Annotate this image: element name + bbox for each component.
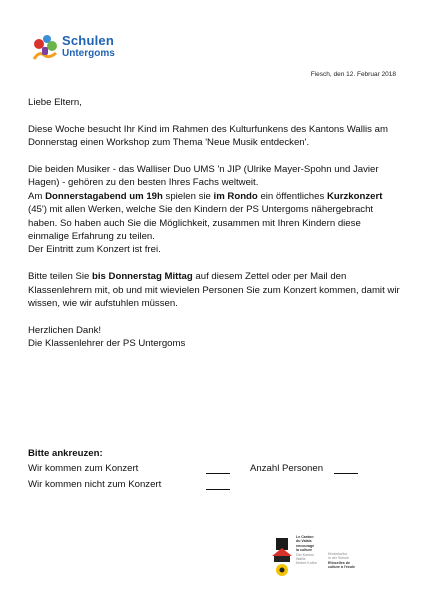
option-yes-label: Wir kommen zum Konzert <box>28 463 139 474</box>
footer-line: du Valais <box>296 539 312 544</box>
text-run: ein öffentliches <box>257 190 327 202</box>
text-run: Am <box>28 190 46 202</box>
persons-label: Anzahl Personen <box>250 463 324 474</box>
school-logo <box>30 33 140 63</box>
footer-line: culture à l'école <box>328 565 356 570</box>
text-run: auf diesem Zettel oder per Mail den Klassenlehrern mit, ob und mit wievielen Personen Sie zum Konzert kommen, damit wir wissen, wie wir aufstuhlen müssen. <box>28 271 400 310</box>
footer-line: la culture <box>296 548 312 553</box>
footer-line: Der Kanton <box>296 552 315 557</box>
text-run: spielen sie <box>162 190 214 202</box>
paragraph-reply <box>28 270 400 310</box>
footer-line: encourage <box>296 543 315 548</box>
bold-run: Donnerstagabend um 19h <box>45 190 163 202</box>
footer-line: Etincelles de <box>328 560 350 565</box>
option-no-label: Wir kommen nicht zum Konzert <box>28 479 162 490</box>
culture-school-text <box>328 552 388 570</box>
logo-title: Schulen <box>62 33 114 48</box>
paragraph-workshop: Diese Woche besucht Ihr Kind im Rahmen des Kulturfunkens des Kantons Wallis am Donnerstag einen Workshop zum Thema 'Neue Musik entdecken'. <box>28 123 388 149</box>
paragraph-entry: Der Eintritt zum Konzert ist frei. <box>28 244 161 256</box>
text-run: Bitte teilen Sie <box>28 271 92 283</box>
footer-line: Le Canton <box>296 535 314 539</box>
footer-line: Kinderkultur <box>328 552 348 556</box>
letter-body <box>28 96 400 364</box>
bold-run: im Rondo <box>213 190 258 202</box>
footer-line: Wallis <box>296 557 306 562</box>
logo-subtitle: Untergoms <box>62 48 115 59</box>
bold-run: Kurzkonzert <box>326 190 383 202</box>
school-logo-icon <box>30 33 60 63</box>
letter-date: Fiesch, den 12. Februar 2018 <box>310 71 396 78</box>
canton-culture-logo <box>270 532 410 580</box>
closing-thanks: Herzlichen Dank! <box>28 324 102 336</box>
bold-run: bis Donnerstag Mittag <box>92 271 193 283</box>
paragraph-concert <box>28 190 400 244</box>
persons-blank[interactable] <box>334 464 358 474</box>
salutation: Liebe Eltern, <box>28 97 82 108</box>
canton-emblem-icon <box>270 534 294 578</box>
text-run: (45') mit allen Werken, welche Sie den Kindern der PS Untergoms nähergebracht haben. So haben auch Sie die Möglichkeit, zusammen mit Ihren Kindern diese einmalige Erfahrung zu teilen. <box>28 204 374 243</box>
option-yes-blank[interactable] <box>206 464 230 474</box>
closing-signature: Die Klassenlehrer der PS Untergoms <box>28 338 186 350</box>
footer-line: fördert Kultur <box>296 561 317 566</box>
footer-line: in der Schule <box>328 556 349 561</box>
paragraph-musicians: Die beiden Musiker - das Walliser Duo UMS 'n JIP (Ulrike Mayer-Spohn und Javier Hagen) - gehören zu den besten Ihres Fachs weltweit. <box>28 164 379 189</box>
option-no-blank[interactable] <box>206 480 230 490</box>
tick-title: Bitte ankreuzen: <box>28 448 103 459</box>
